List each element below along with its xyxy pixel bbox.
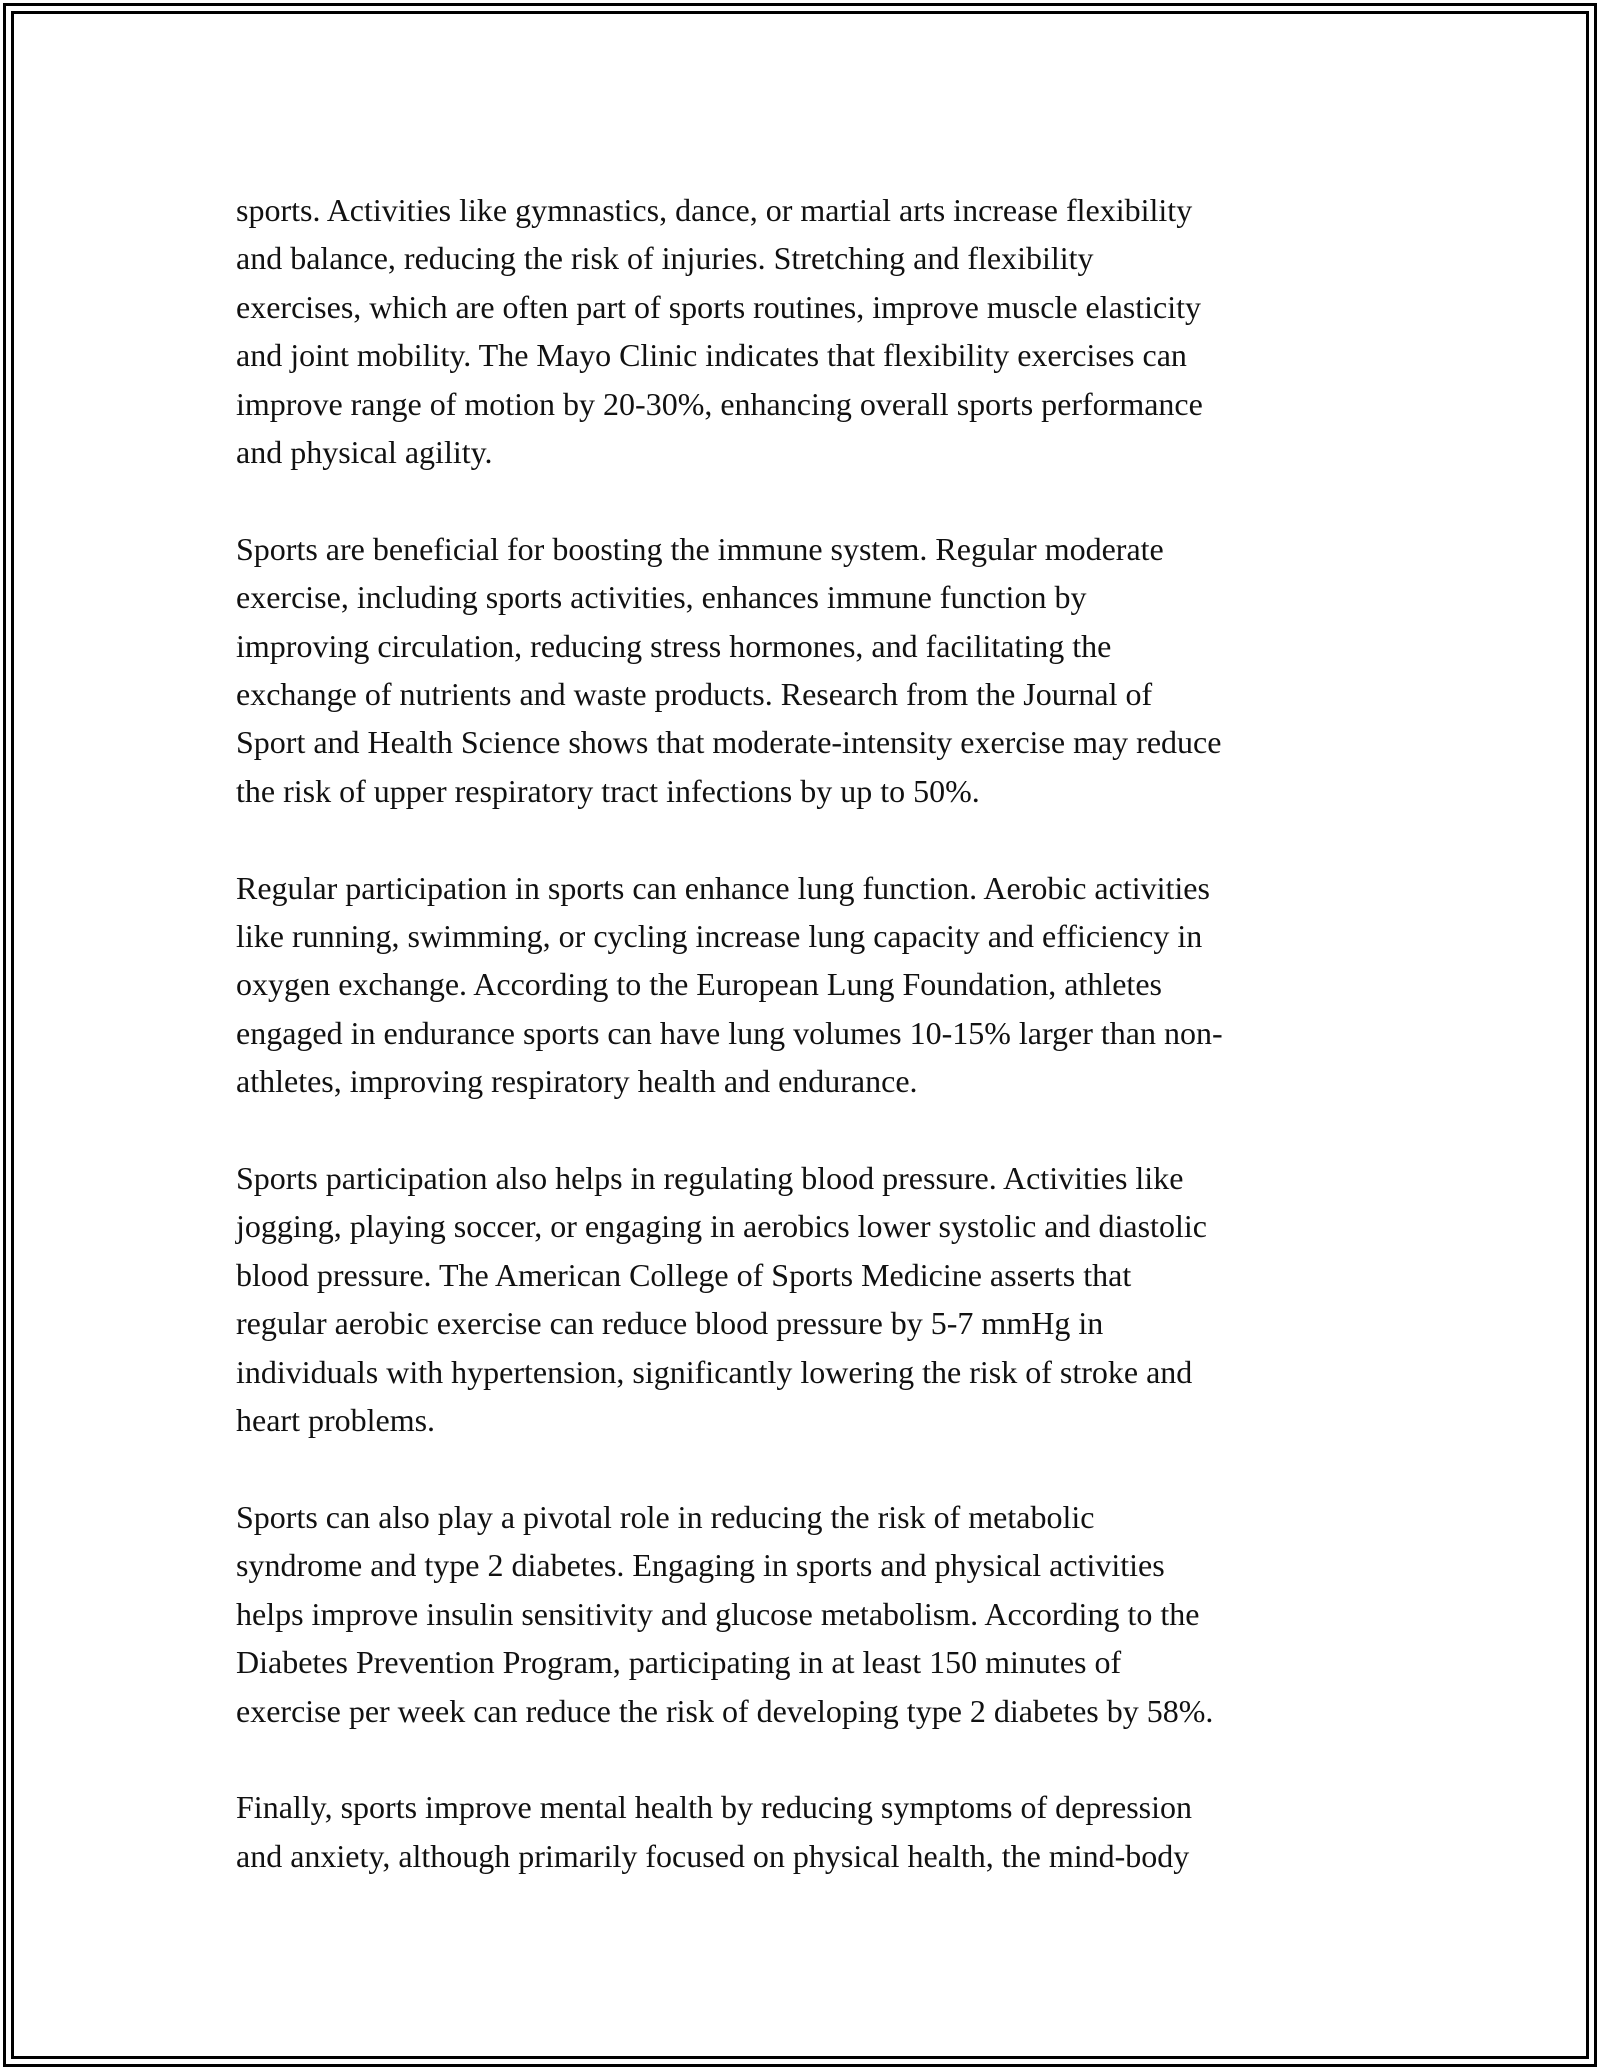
paragraph-diabetes: Sports can also play a pivotal role in reducing the risk of metabolic syndrome and type 2 diabetes. Engaging in sports and physical activities helps improve insulin sensitivity and glucose metabolism. According to the Diabetes Prevention Program, participating in at least 150 minutes of exercise per week can reduce the risk of developing type 2 diabetes by 58%. [236,1498,1214,1729]
paragraph-blood-pressure: Sports participation also helps in regulating blood pressure. Activities like jogging, playing soccer, or engaging in aerobics lower systolic and diastolic blood pressure. The American College of Sports Medicine asserts that regular aerobic exercise can reduce blood pressure by 5-7 mmHg in individuals with hypertension, significantly lowering the risk of stroke and heart problems. [236,1160,1207,1439]
paragraph-lung-function: Regular participation in sports can enhance lung function. Aerobic activities like running, swimming, or cycling increase lung capacity and efficiency in oxygen exchange. According to the European Lung Foundation, athletes engaged in endurance sports can have lung volumes 10-15% larger than non- athletes, improving respiratory health and endurance. [236,869,1223,1100]
paragraph-mental-health: Finally, sports improve mental health by reducing symptoms of depression and anxiety, although primarily focused on physical health, the mind-body [236,1789,1192,1874]
paragraph-immune-system: Sports are beneficial for boosting the immune system. Regular moderate exercise, including sports activities, enhances immune function by improving circulation, reducing stress hormones, and facilitating the exchange of nutrients and waste products. Research from the Journal of Sport and Health Science shows that moderate-intensity exercise may reduce the risk of upper respiratory tract infections by up to 50%. [236,530,1222,809]
document-body [236,186,1376,1880]
paragraph-flexibility: sports. Activities like gymnastics, dance, or martial arts increase flexibility and balance, reducing the risk of injuries. Stretching and flexibility exercises, which are often part of sports routines, improve muscle elasticity and joint mobility. The Mayo Clinic indicates that flexibility exercises can improve range of motion by 20-30%, enhancing overall sports performance and physical agility. [236,192,1203,471]
